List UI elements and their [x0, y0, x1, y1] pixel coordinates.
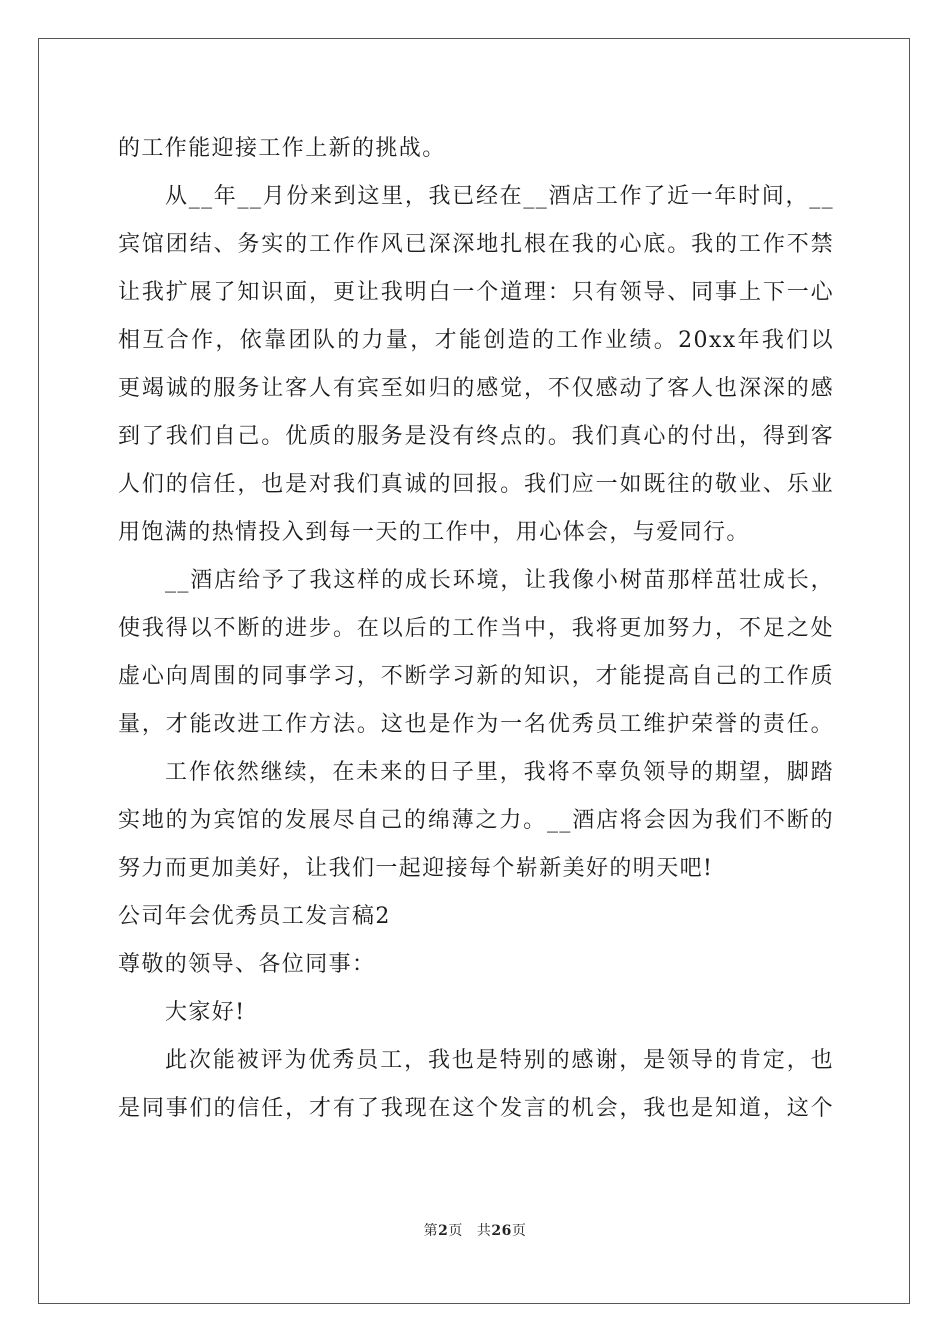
text-line: 宾馆团结、务实的工作作风已深深地扎根在我的心底。我的工作不禁 [118, 232, 834, 257]
text-line: 量，才能改进工作方法。这也是作为一名优秀员工维护荣誉的责任。 [118, 712, 834, 737]
salutation: 尊敬的领导、各位同事： [118, 952, 376, 977]
page-prefix: 第 [423, 1223, 439, 1239]
text-line: 从__年__月份来到这里，我已经在__酒店工作了近一年时间，__ [165, 184, 834, 209]
total-pages: 26 [491, 1223, 512, 1239]
page-suffix: 页 [448, 1223, 463, 1239]
page-footer [0, 1220, 950, 1240]
text-line: 虚心向周围的同事学习，不断学习新的知识，才能提高自己的工作质 [118, 664, 834, 689]
greeting: 大家好! [165, 1000, 246, 1025]
text-line: 努力而更加美好，让我们一起迎接每个崭新美好的明天吧! [118, 856, 714, 881]
text-line: 工作依然继续，在未来的日子里，我将不辜负领导的期望，脚踏 [165, 760, 834, 785]
text-line: 到了我们自己。优质的服务是没有终点的。我们真心的付出，得到客 [118, 424, 834, 449]
text-line: 实地的为宾馆的发展尽自己的绵薄之力。__酒店将会因为我们不断的 [118, 808, 834, 833]
text-line: 使我得以不断的进步。在以后的工作当中，我将更加努力，不足之处 [118, 616, 834, 641]
page-number: 2 [438, 1223, 449, 1239]
text-line: 让我扩展了知识面，更让我明白一个道理：只有领导、同事上下一心 [118, 280, 834, 305]
text-line: 用饱满的热情投入到每一天的工作中，用心体会，与爱同行。 [118, 520, 750, 545]
text-line: 相互合作，依靠团队的力量，才能创造的工作业绩。20xx年我们以 [118, 328, 834, 353]
text-line: 的工作能迎接工作上新的挑战。 [118, 136, 446, 161]
total-prefix: 共 [476, 1223, 492, 1239]
document-body [118, 125, 834, 1133]
text-line: 此次能被评为优秀员工，我也是特别的感谢，是领导的肯定，也 [165, 1048, 834, 1073]
section-heading: 公司年会优秀员工发言稿2 [118, 904, 391, 929]
total-suffix: 页 [511, 1223, 527, 1239]
text-line: 是同事们的信任，才有了我现在这个发言的机会，我也是知道，这个 [118, 1096, 834, 1121]
text-line: 人们的信任，也是对我们真诚的回报。我们应一如既往的敬业、乐业 [118, 472, 834, 497]
text-line: 更竭诚的服务让客人有宾至如归的感觉，不仅感动了客人也深深的感 [118, 376, 834, 401]
text-line: __酒店给予了我这样的成长环境，让我像小树苗那样茁壮成长， [165, 568, 834, 593]
